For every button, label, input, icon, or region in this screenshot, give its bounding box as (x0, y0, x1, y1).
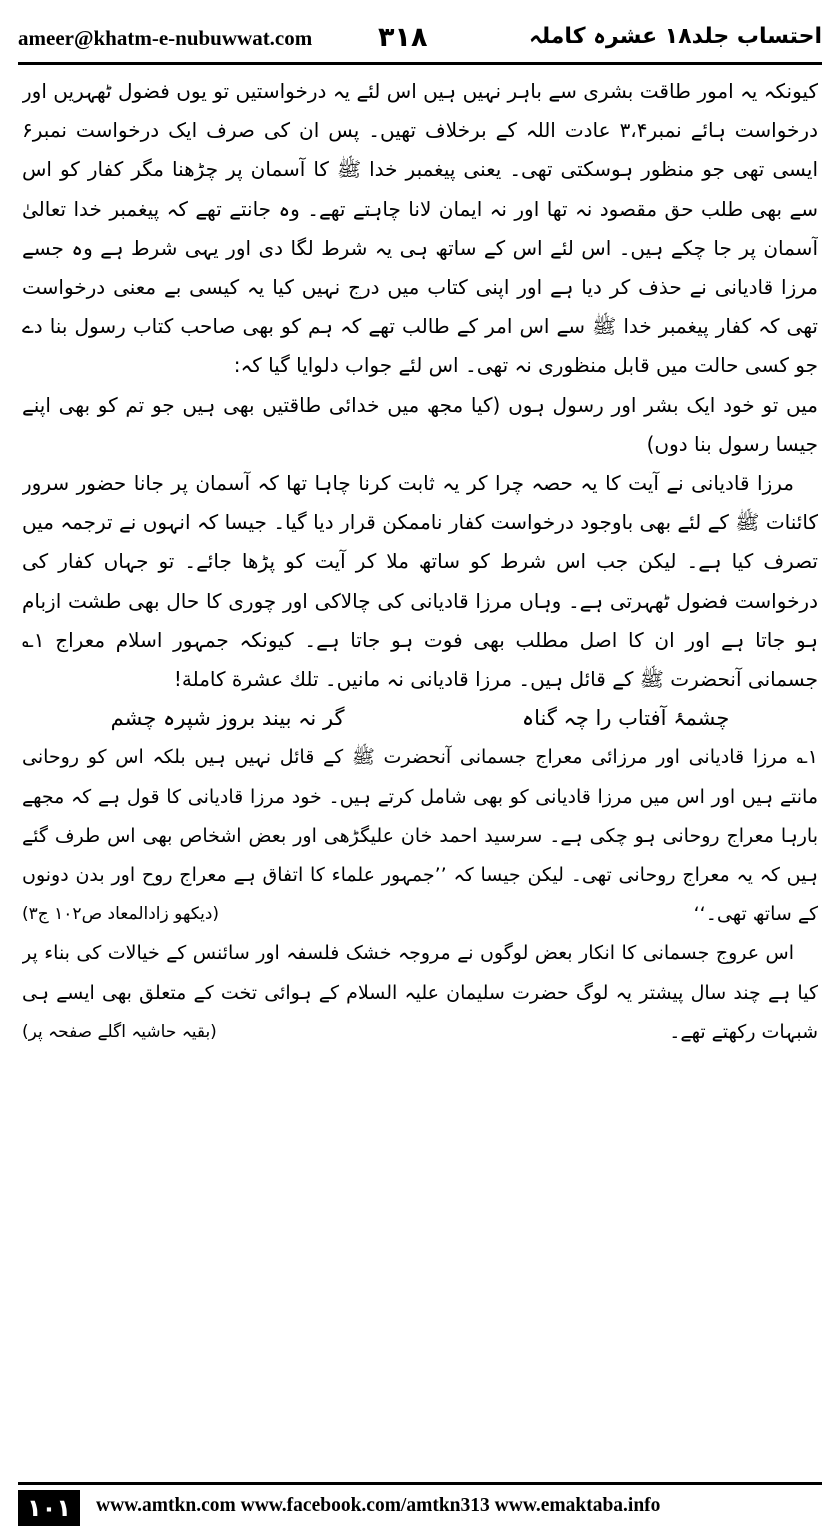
verse-left: گر نہ بیند بروز شپرہ چشم (110, 706, 345, 731)
footnote-1 (22, 738, 818, 934)
quote: میں تو خود ایک بشر اور رسول ہوں (کیا مجھ میں خدائی طاقتیں بھی ہیں جو تم کو بھی اپنے جیسا رسول بنا دوں) (22, 392, 818, 456)
paragraph-1: کیونکہ یہ امور طاقت بشری سے باہر نہیں ہیں اس لئے یہ درخواستیں تو یوں فضول ٹھہریں اور درخواست ہائے نمبر۳،۴ عادت اللہ کے برخلاف تھیں۔ پس ان کی صرف ایک درخواست نمبر۶ ایسی تھی جو منظور ہوسکتی تھی۔ یعنی پیغمبر خدا ﷺ کا آسمان پر چڑھنا مگر کفار کو اس سے بھی طلب حق مقصود نہ تھا اور نہ ایمان لانا چاہتے تھے۔ وہ جانتے تھے کہ پیغمبر خدا تعالیٰ آسمان پر جا چکے ہیں۔ اس لئے اس کے ساتھ ہی یہ شرط لگا دی اور یہی شرط ہے وہ جسے مرزا قادیانی نے حذف کر دیا ہے اور اپنی کتاب میں درج نہیں کیا یہ کیسی بے معنی درخواست تھی کہ کفار پیغمبر خدا ﷺ سے اس امر کے طالب تھے کہ ہم کو بھی صاحب کتاب رسول بنا دے جو کسی حالت میں قابل منظوری نہ تھی۔ اس لئے جواب دلوایا گیا کہ: (22, 79, 818, 378)
page-footer (18, 1482, 822, 1528)
footnote-2 (22, 934, 818, 1052)
footnote-2-text: اس عروج جسمانی کا انکار بعض لوگوں نے مروجہ خشک فلسفہ اور سائنس کے خیالات کی بناء پر کیا ہے چند سال پیشتر یہ لوگ حضرت سلیمان علیہ السلام کے ہوائی تخت کے متعلق بھی ایسے ہی شبہات رکھتے تھے۔ (22, 942, 818, 1043)
book-title: احتساب جلد۱۸ عشرہ کاملہ (528, 24, 822, 49)
page-body (22, 72, 818, 1472)
email-address[interactable]: ameer@khatm-e-nubuwwat.com (18, 26, 313, 50)
folio-number: ۱۰۱ (18, 1490, 80, 1526)
website-links[interactable]: www.amtkn.com www.facebook.com/amtkn313 www.emaktaba.info (96, 1495, 661, 1516)
footnote-1-text: ۱؎ مرزا قادیانی اور مرزائی معراج جسمانی آنحضرت ﷺ کے قائل نہیں ہیں بلکہ اس کو روحانی مانتے ہیں اور اس میں مرزا قادیانی کو بھی شامل کرتے ہیں۔ خود مرزا قادیانی کا قول ہے کہ مجھے بارہا معراج روحانی ہو چکی ہے۔ سرسید احمد خان علیگڑھی اور بعض اشخاص بھی اس طرف گئے ہیں کہ یہ معراج روحانی تھی۔ لیکن جیسا کہ ’’جمہور علماء کا اتفاق ہے معراج روح اور بدن دونوں کے ساتھ تھی۔‘‘ (22, 746, 818, 926)
footer-rule (18, 1482, 822, 1485)
page-header (18, 14, 822, 62)
footnote-continued: (بقیہ حاشیہ اگلے صفحہ پر) (22, 1021, 217, 1042)
header-rule (18, 62, 822, 65)
paragraph-2: مرزا قادیانی نے آیت کا یہ حصہ چرا کر یہ ثابت کرنا چاہا تھا کہ آسمان پر جانا حضور سرور کائنات ﷺ کے لئے بھی باوجود درخواست کفار ناممکن قرار دیا گیا۔ جیسا کہ انہوں نے ترجمہ میں تصرف کیا ہے۔ لیکن جب اس شرط کو ساتھ ملا کر آیت کو پڑھا جائے۔ تو جہاں کفار کی درخواست فضول ٹھہرتی ہے۔ وہاں مرزا قادیانی کی چالاکی اور چوری کا حال بھی طشت ازبام ہو جاتا ہے اور ان کا اصل مطلب بھی فوت ہو جاتا ہے۔ کیونکہ جمہور اسلام معراج ۱؎ جسمانی آنحضرت ﷺ کے قائل ہیں۔ مرزا قادیانی نہ مانیں۔ تلك عشرة كاملة! (22, 471, 818, 692)
persian-verse (22, 699, 818, 738)
page-number: ۳۱۸ (378, 22, 428, 53)
footnote-1-reference: (دیکھو زادالمعاد ص۱۰۲ ج۳) (22, 904, 220, 925)
verse-right: چشمۂ آفتاب را چہ گناہ (521, 706, 730, 731)
